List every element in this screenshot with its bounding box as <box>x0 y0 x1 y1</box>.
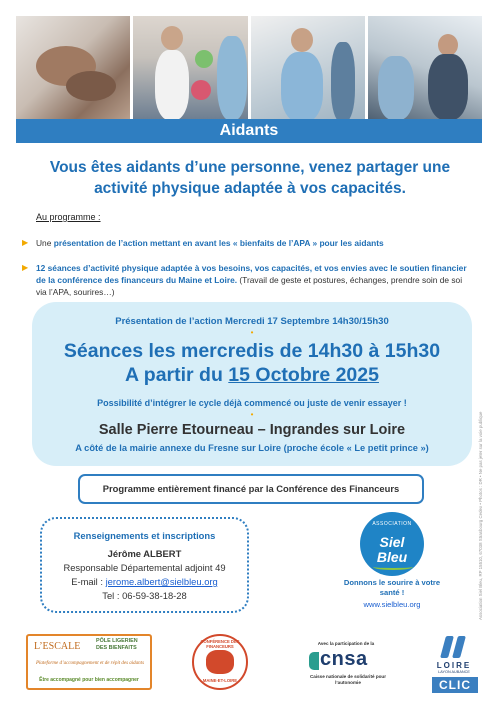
stretching-photo <box>251 16 365 119</box>
cnsa-mark-icon <box>309 652 319 670</box>
cnsa-logo: cnsa <box>320 648 368 670</box>
start-date-prefix: A partir du <box>125 364 229 386</box>
loire-logo-mark-icon <box>439 636 467 658</box>
email-link[interactable]: jerome.albert@sielbleu.org <box>105 576 218 587</box>
start-date-value: 15 Octobre 2025 <box>228 364 379 386</box>
exercise-ball-photo <box>133 16 247 119</box>
loire-logo-sub: LAYON AUBANCE <box>438 670 470 674</box>
contact-role: Responsable Départemental adjoint 49 <box>63 562 226 573</box>
side-credit <box>478 330 490 620</box>
cnsa-participation: Avec la participation de la <box>317 641 375 646</box>
separator-dot: • <box>250 328 254 337</box>
escale-subtitle: Plateforme d’accompagnement et de répit des aidants <box>35 661 145 666</box>
item-suffix: (Travail de geste et postures, échanges, prendre soin de soi via l’APA, sourires…) <box>36 275 463 297</box>
finance-note: Programme entièrement financé par la Conférence des Financeurs <box>78 474 424 504</box>
programme-item-seances <box>22 262 472 298</box>
venue-location: A côté de la mairie annexe du Fresne sur Loire (proche école « Le petit prince ») <box>75 443 429 453</box>
contact-phone: Tel : 06-59-38-18-28 <box>102 590 187 601</box>
item-highlight: présentation de l’action mettant en avant les « bienfaits de l’APA » pour les aidants <box>53 238 384 248</box>
programme-item-presentation <box>22 237 472 249</box>
balance-exercise-photo <box>368 16 482 119</box>
escale-footer: Être accompagné pour bien accompagner <box>39 677 139 683</box>
clic-logo: CLIC <box>432 677 478 693</box>
smile-swoosh-icon <box>373 564 413 570</box>
headline-line-2: activité physique adaptée à vos capacités. <box>94 180 406 197</box>
triangle-bullet-icon: ▶ <box>22 238 29 247</box>
header-photo-strip <box>16 16 482 119</box>
side-credit-text: Association Siel Bleu, RP 15510, 67038 Strasbourg Cedex • Photos : DR • Ne pas jeter sur la voie publique <box>478 411 483 620</box>
join-note: Possibilité d’intégrer le cycle déjà commencé ou juste de venir essayer ! <box>97 398 407 408</box>
contact-name: Jérôme ALBERT <box>107 548 182 559</box>
siel-bleu-name-line1: Siel <box>379 534 405 550</box>
seances-schedule: Séances les mercredis de 14h30 à 15h30 <box>63 340 441 362</box>
headline-line-1: Vous êtes aidants d’une personne, venez partager une <box>49 159 451 176</box>
contact-email-line <box>40 576 249 587</box>
escale-pole: PÔLE LIGERIEN DES BIENFAITS <box>96 638 138 651</box>
conference-logo-bottom: MAINE-ET-LOIRE <box>202 678 238 683</box>
headline <box>20 157 480 199</box>
cnsa-subtitle: Caisse nationale de solidarité pour l’autonomie <box>309 674 387 685</box>
siel-bleu-website[interactable]: www.sielbleu.org <box>363 600 421 609</box>
item-highlight: 12 séances d’activité physique adaptée à vos besoins, vos capacités, et vos envies avec le soutien financier de la conférence des financeurs du Maine et Loire. <box>36 263 467 285</box>
escale-title: L’ESCALE <box>34 641 81 652</box>
siel-bleu-name-line2: Bleu <box>376 549 408 565</box>
start-date <box>32 364 472 387</box>
email-label: E-mail : <box>71 576 106 587</box>
aidants-banner: Aidants <box>16 119 482 143</box>
siel-bleu-name <box>360 535 424 565</box>
siel-bleu-association: ASSOCIATION <box>372 521 412 527</box>
separator-dot: • <box>250 410 254 419</box>
siel-bleu-tagline: Donnons le sourire à votre santé ! <box>343 578 441 597</box>
item-prefix: Une <box>36 238 54 248</box>
programme-title: Au programme : <box>36 212 101 222</box>
presentation-date: Présentation de l’action Mercredi 17 Septembre 14h30/15h30 <box>115 316 389 327</box>
venue-name: Salle Pierre Etourneau – Ingrandes sur Loire <box>98 422 406 438</box>
hands-photo <box>16 16 130 119</box>
maine-et-loire-map-icon <box>206 650 234 674</box>
conference-logo-top: CONFÉRENCE DES FINANCEURS <box>200 639 240 649</box>
triangle-bullet-icon: ▶ <box>22 263 29 272</box>
contact-title: Renseignements et inscriptions <box>73 530 216 541</box>
loire-logo-name: LOIRE <box>436 661 472 670</box>
